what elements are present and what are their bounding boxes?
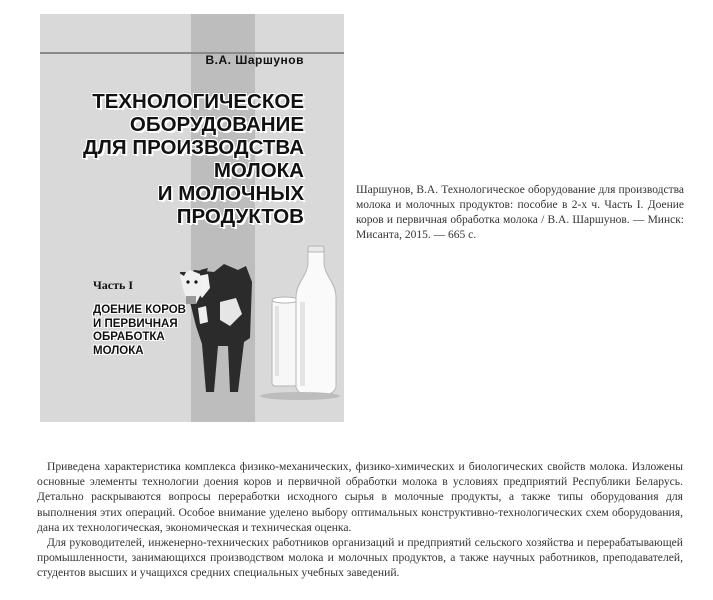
- cover-subtitle-line: ОБРАБОТКА: [93, 331, 165, 343]
- annotation-paragraph: Приведена характеристика комплекса физико-механических, физико-химических и биологических свойств молока. Изложены основные элементы технологии доения коров и первичной обработки молока в условиях предприятий Республики Беларусь. Детально раскрываются вопросы переработки исходного сырья в молочные продукты, а также типы оборудования для выполнения этих операций. Особое внимание уделено выбору оптимальных конструктивно-технологических схем оборудования, дана их технологическая, экономическая и техническая оценка.: [37, 460, 683, 534]
- cover-title-line: ТЕХНОЛОГИЧЕСКОЕ: [92, 90, 304, 113]
- cover-subtitle-line: И ПЕРВИЧНАЯ: [93, 317, 178, 330]
- bibliographic-record: Шаршунов, В.А. Технологическое оборудование для производства молока и молочных продуктов: пособие в 2-х ч. Часть I. Доение коров и первичная обработка молока / В.А. Шаршунов. — Минск: Мисанта, 2015. — 665 с.: [356, 184, 684, 241]
- cover-title-line: И МОЛОЧНЫХ: [157, 182, 304, 205]
- book-cover: [40, 14, 344, 422]
- cover-title-line: МОЛОКА: [213, 159, 304, 182]
- annotation-paragraph: Для руководителей, инженерно-технических работников организаций и предприятий сельского хозяйства и перерабатывающей промышленности, занимающихся производством молока и молочных продуктов, а также научных работников, преподавателей, студентов высших и учащихся средних специальных учебных заведений.: [37, 536, 683, 580]
- cover-part: Часть I: [93, 278, 134, 292]
- cover-title: [83, 90, 304, 228]
- book-annotation: [37, 459, 683, 581]
- cover-title-line: ПРОДУКТОВ: [176, 205, 304, 228]
- cover-author: В.А. Шаршунов: [205, 53, 304, 67]
- cover-title-line: ОБОРУДОВАНИЕ: [129, 113, 304, 136]
- cow-and-milk-bottles-image: [180, 242, 340, 402]
- cover-subtitle: [93, 304, 186, 358]
- cover-title-line: ДЛЯ ПРОИЗВОДСТВА: [82, 136, 304, 159]
- cover-subtitle-line: МОЛОКА: [93, 344, 144, 357]
- cover-subtitle-line: ДОЕНИЕ КОРОВ: [93, 304, 186, 316]
